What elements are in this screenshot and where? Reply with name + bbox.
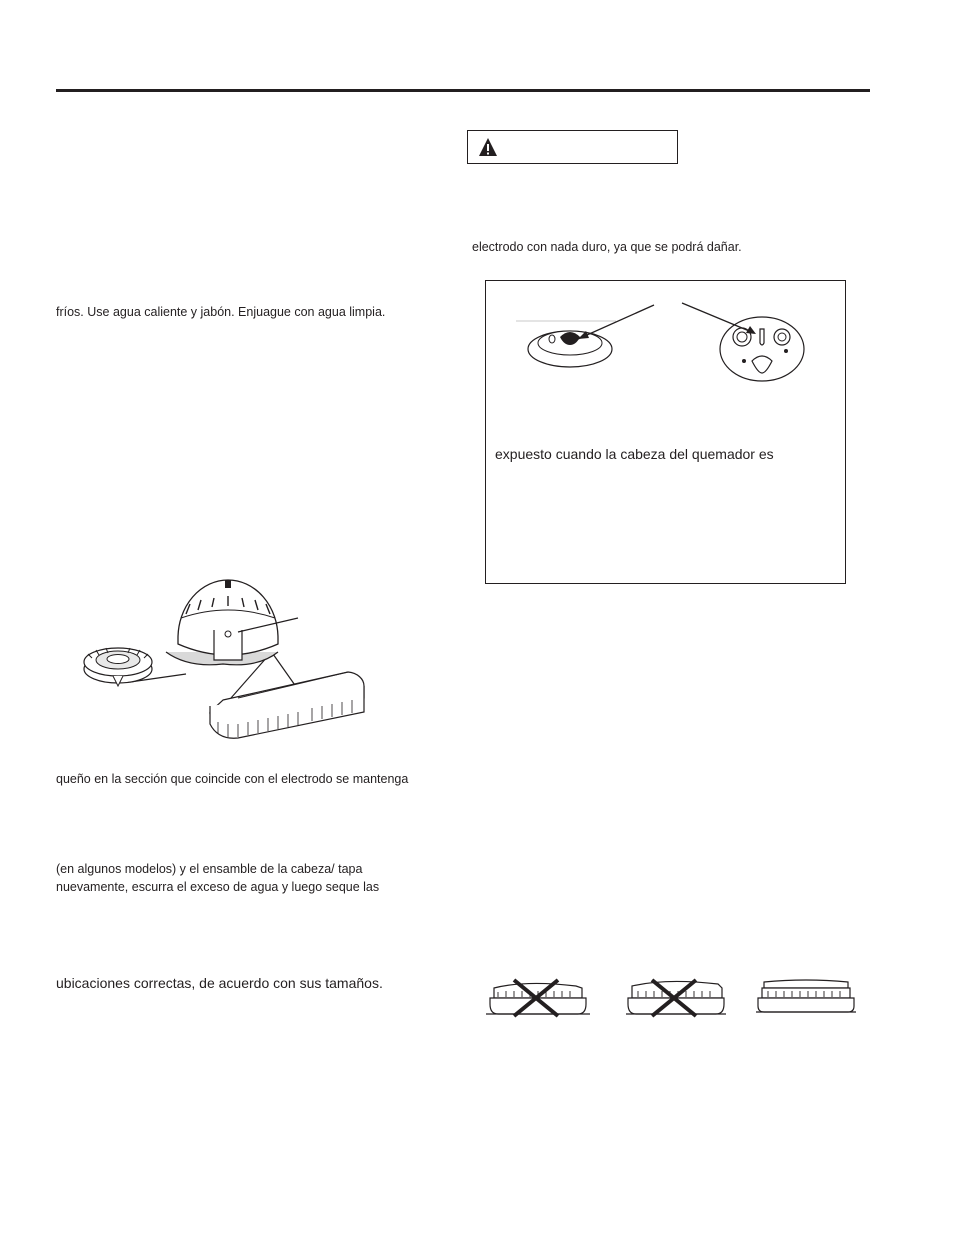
warning-triangle-icon xyxy=(478,137,498,157)
incorrect-placement-1-icon xyxy=(486,980,590,1016)
text-line-frios: fríos. Use agua caliente y jabón. Enjuague con agua limpia. xyxy=(56,305,386,319)
text-line-nuevamente: nuevamente, escurra el exceso de agua y luego seque las xyxy=(56,880,380,894)
electrode-illustration xyxy=(486,281,847,391)
burner-head-magnified-icon xyxy=(166,580,298,665)
oval-burner-icon xyxy=(210,672,364,738)
burner-assembly-illustration xyxy=(78,574,378,744)
burner-base-icon xyxy=(528,331,612,367)
incorrect-placement-2-icon xyxy=(626,980,726,1016)
burner-base-top-icon xyxy=(720,317,804,381)
text-line-ubicaciones: ubicaciones correctas, de acuerdo con sus tamaños. xyxy=(56,975,383,991)
text-line-queno: queño en la sección que coincide con el electrodo se mantenga xyxy=(56,772,409,786)
header-rule xyxy=(56,89,870,92)
figure-caption: expuesto cuando la cabeza del quemador es xyxy=(495,446,774,462)
electrode-figure-box xyxy=(485,280,846,584)
warning-box xyxy=(467,130,678,164)
correct-placement-icon xyxy=(756,980,856,1012)
head-placement-illustration xyxy=(486,976,858,1018)
text-line-algunos: (en algunos modelos) y el ensamble de la cabeza/ tapa xyxy=(56,862,363,876)
text-line-electrodo: electrodo con nada duro, ya que se podrá dañar. xyxy=(472,240,742,254)
